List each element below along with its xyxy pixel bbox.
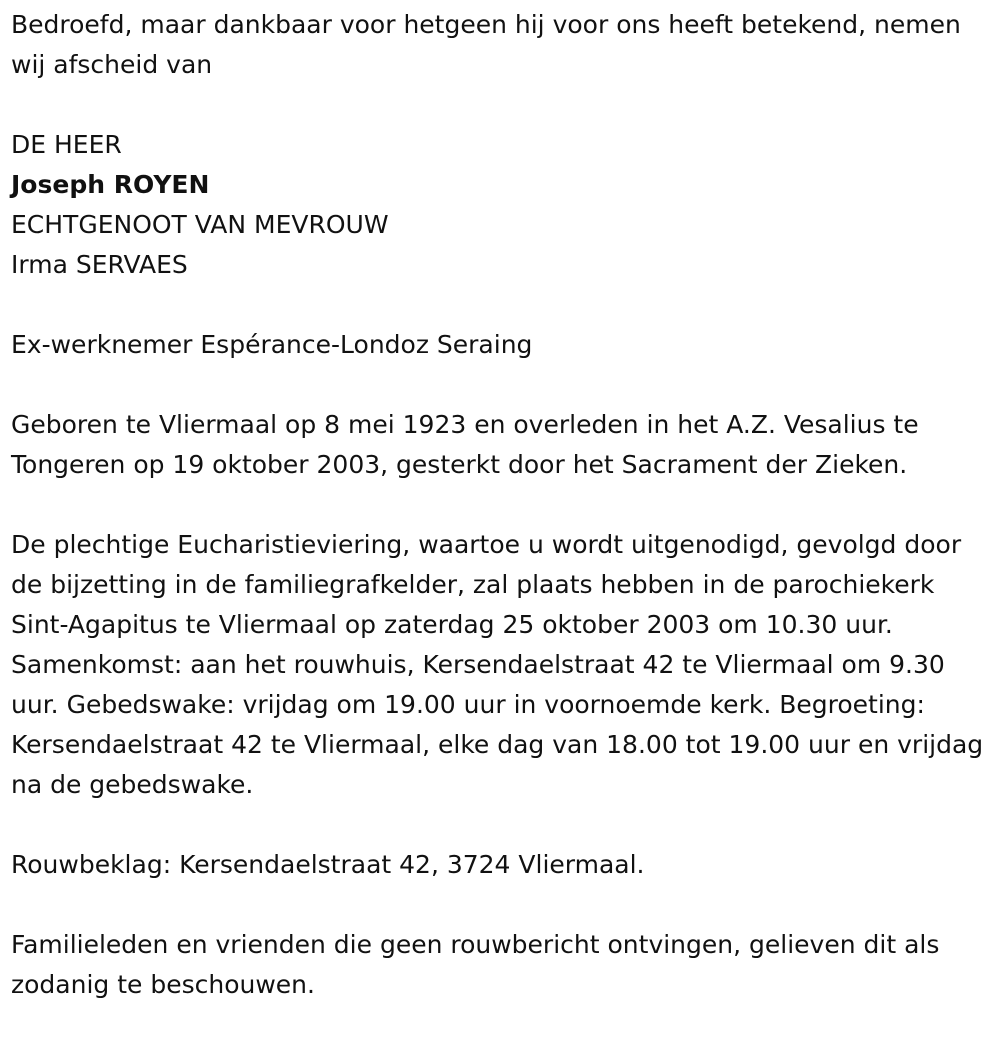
condolence-address: Rouwbeklag: Kersendaelstraat 42, 3724 Vliermaal. xyxy=(11,850,645,879)
honorific: DE HEER xyxy=(11,130,122,159)
spouse-name: Irma SERVAES xyxy=(11,250,188,279)
birth-death-text: Geboren te Vliermaal op 8 mei 1923 en overleden in het A.Z. Vesalius te Tongeren op 19 oktober 2003, gesterkt door het Sacrament der Zieken. xyxy=(11,410,919,479)
intro-text: Bedroefd, maar dankbaar voor hetgeen hij voor ons heeft betekend, nemen wij afscheid van xyxy=(11,10,961,79)
deceased-name: Joseph ROYEN xyxy=(11,170,210,199)
spouse-label: ECHTGENOOT VAN MEVROUW xyxy=(11,210,389,239)
death-notice xyxy=(11,5,996,1005)
occupation: Ex-werknemer Espérance-Londoz Seraing xyxy=(11,330,533,359)
ceremony-text: De plechtige Eucharistieviering, waartoe u wordt uitgenodigd, gevolgd door de bijzetting in de familiegrafkelder, zal plaats hebben in de parochiekerk Sint-Agapitus te Vliermaal op zaterdag 25 oktober 2003 om 10.30 uur. Samenkomst: aan het rouwhuis, Kersendaelstraat 42 te Vliermaal om 9.30 uur. Gebedswake: vrijdag om 19.00 uur in voornoemde kerk. Begroeting: Kersendaelstraat 42 te Vliermaal, elke dag van 18.00 tot 19.00 uur en vrijdag na de gebedswake. xyxy=(11,530,984,799)
closing-text: Familieleden en vrienden die geen rouwbericht ontvingen, gelieven dit als zodanig te beschouwen. xyxy=(11,930,940,999)
